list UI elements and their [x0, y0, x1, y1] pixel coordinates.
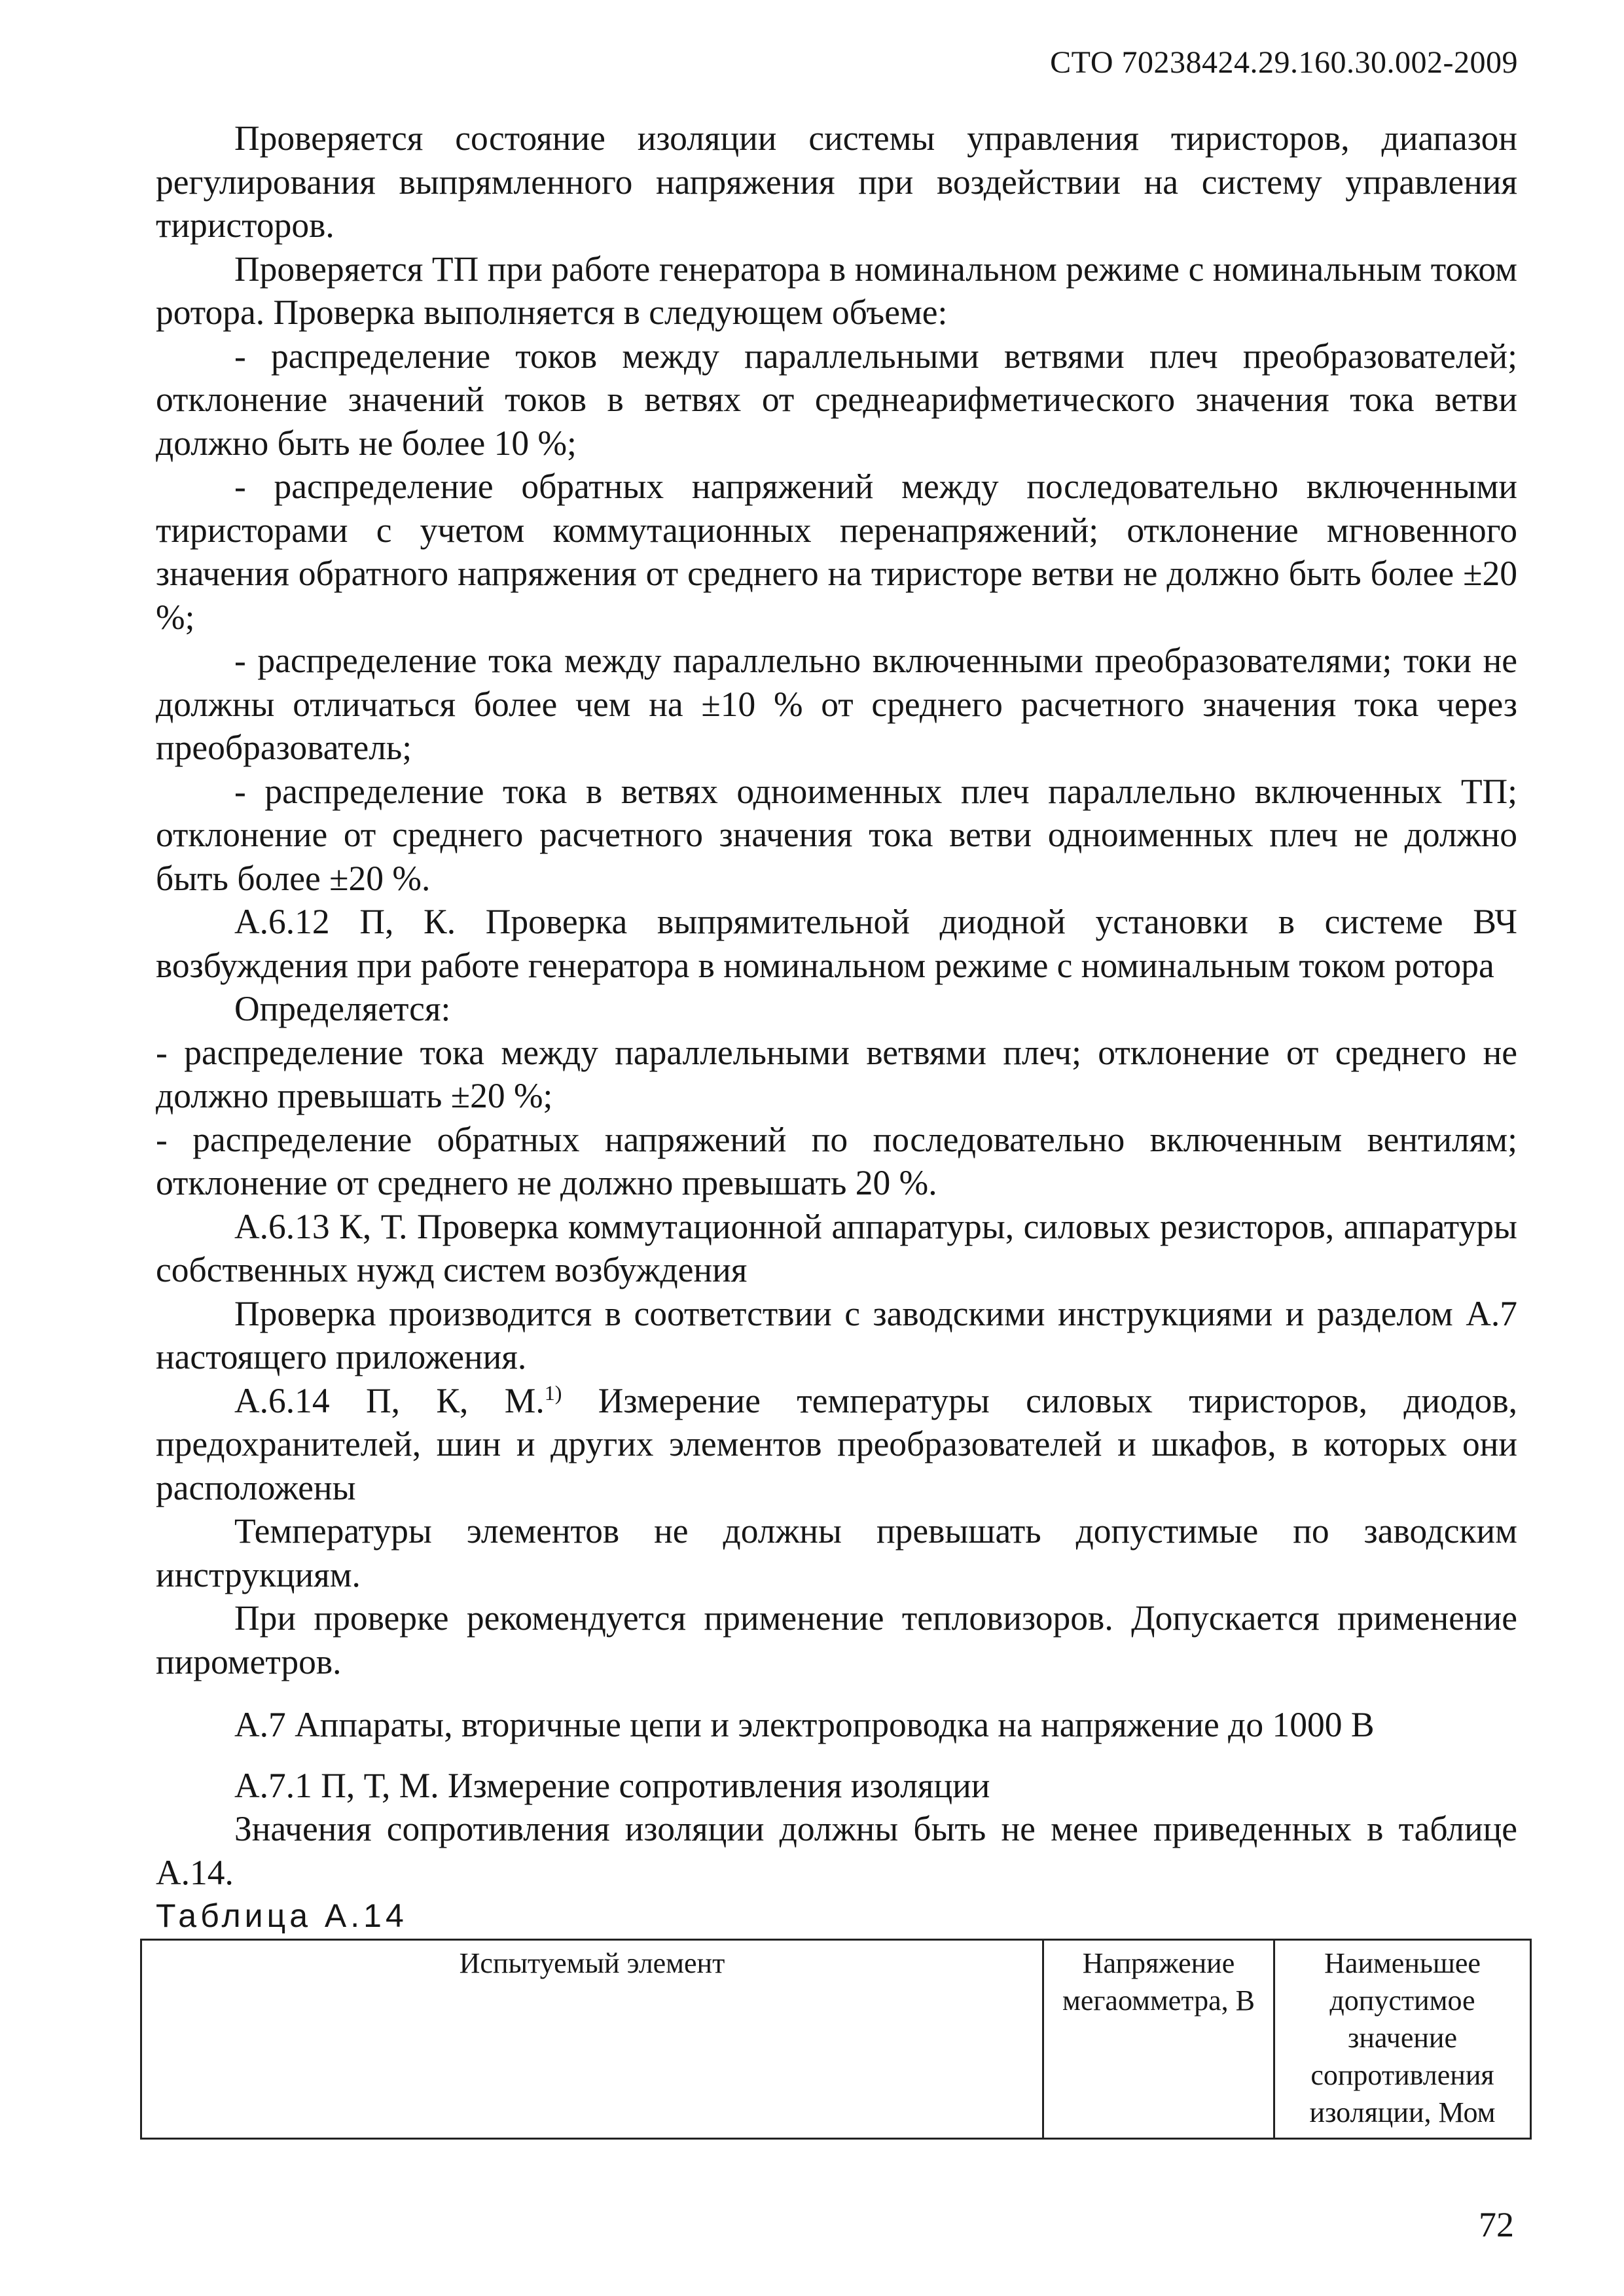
section-a6-12: А.6.12 П, К. Проверка выпрямительной диодной установки в системе ВЧ возбуждения при работе генератора в номинальном режиме с номинальным током ротора — [156, 902, 1517, 985]
list-item-reverse-voltage: - распределение обратных напряжений между последовательно включенными тиристорами с учетом коммутационных перенапряжений; отклонение мгновенного значения обратного напряжения от среднего на тиристоре ветви не должно быть более ±20 %; — [156, 467, 1517, 637]
list-item-branch-current: - распределение тока в ветвях одноименных плеч параллельно включенных ТП; отклонение от среднего расчетного значения тока ветви одноименных плеч не должно быть более ±20 %. — [156, 771, 1517, 898]
section-a6-14 — [156, 1379, 1517, 1510]
section-a6-13: А.6.13 К, Т. Проверка коммутационной аппаратуры, силовых резисторов, аппаратуры собственных нужд систем возбуждения — [156, 1206, 1517, 1289]
list-item-series-valves: - распределение обратных напряжений по последовательно включенным вентилям; отклонение от среднего не должно превышать 20 %. — [156, 1119, 1517, 1202]
section-a6-14-rest: Измерение температуры силовых тиристоров, диодов, предохранителей, шин и других элементов преобразователей и шкафов, в которых они расположены — [156, 1380, 1517, 1507]
paragraph-a7-1-text: Значения сопротивления изоляции должны быть не менее приведенных в таблице А.14. — [156, 1809, 1517, 1892]
paragraph-temperature-limits: Температуры элементов не должны превышать допустимые по заводским инструкциям. — [156, 1511, 1517, 1594]
column-header-voltage: Напряжение мегаомметра, В — [1043, 1940, 1274, 2139]
table-a14 — [140, 1939, 1532, 2140]
column-header-element: Испытуемый элемент — [141, 1940, 1043, 2139]
page-number: 72 — [1479, 2205, 1514, 2244]
section-a6-14-lead: А.6.14 П, К, М. — [234, 1380, 545, 1420]
footnote-marker: 1) — [544, 1380, 562, 1405]
section-a7-1: А.7.1 П, Т, М. Измерение сопротивления изоляции — [234, 1765, 990, 1805]
table-caption: Таблица А.14 — [156, 1897, 408, 1934]
paragraph-thermal-imagers: При проверке рекомендуется применение тепловизоров. Допускается применение пирометров. — [156, 1598, 1517, 1681]
column-header-min-resistance: Наименьшее допустимое значение сопротивления изоляции, Мом — [1274, 1940, 1531, 2139]
paragraph-insulation-check: Проверяется состояние изоляции системы управления тиристоров, диапазон регулирования выпрямленного напряжения при воздействии на систему управления тиристоров. — [156, 118, 1517, 245]
paragraph-a6-13-text: Проверка производится в соответствии с заводскими инструкциями и разделом А.7 настоящего приложения. — [156, 1293, 1517, 1376]
table-header-row — [141, 1940, 1531, 2139]
list-item-converter-current: - распределение тока между параллельно включенными преобразователями; токи не должны отличаться более чем на ±10 % от среднего расчетного значения тока через преобразователь; — [156, 641, 1517, 767]
paragraph-tp-check: Проверяется ТП при работе генератора в номинальном режиме с номинальным током ротора. Проверка выполняется в следующем объеме: — [156, 249, 1517, 332]
paragraph-determined: Определяется: — [234, 989, 451, 1028]
page-body — [156, 117, 1517, 2140]
section-a7-heading: А.7 Аппараты, вторичные цепи и электропроводка на напряжение до 1000 В — [234, 1705, 1375, 1744]
list-item-parallel-branches: - распределение тока между параллельными ветвями плеч; отклонение от среднего не должно превышать ±20 %; — [156, 1032, 1517, 1115]
list-item-current-distribution: - распределение токов между параллельными ветвями плеч преобразователей; отклонение значений токов в ветвях от среднеарифметического значения тока ветви должно быть не более 10 %; — [156, 336, 1517, 463]
document-code-header: СТО 70238424.29.160.30.002-2009 — [1050, 45, 1518, 80]
